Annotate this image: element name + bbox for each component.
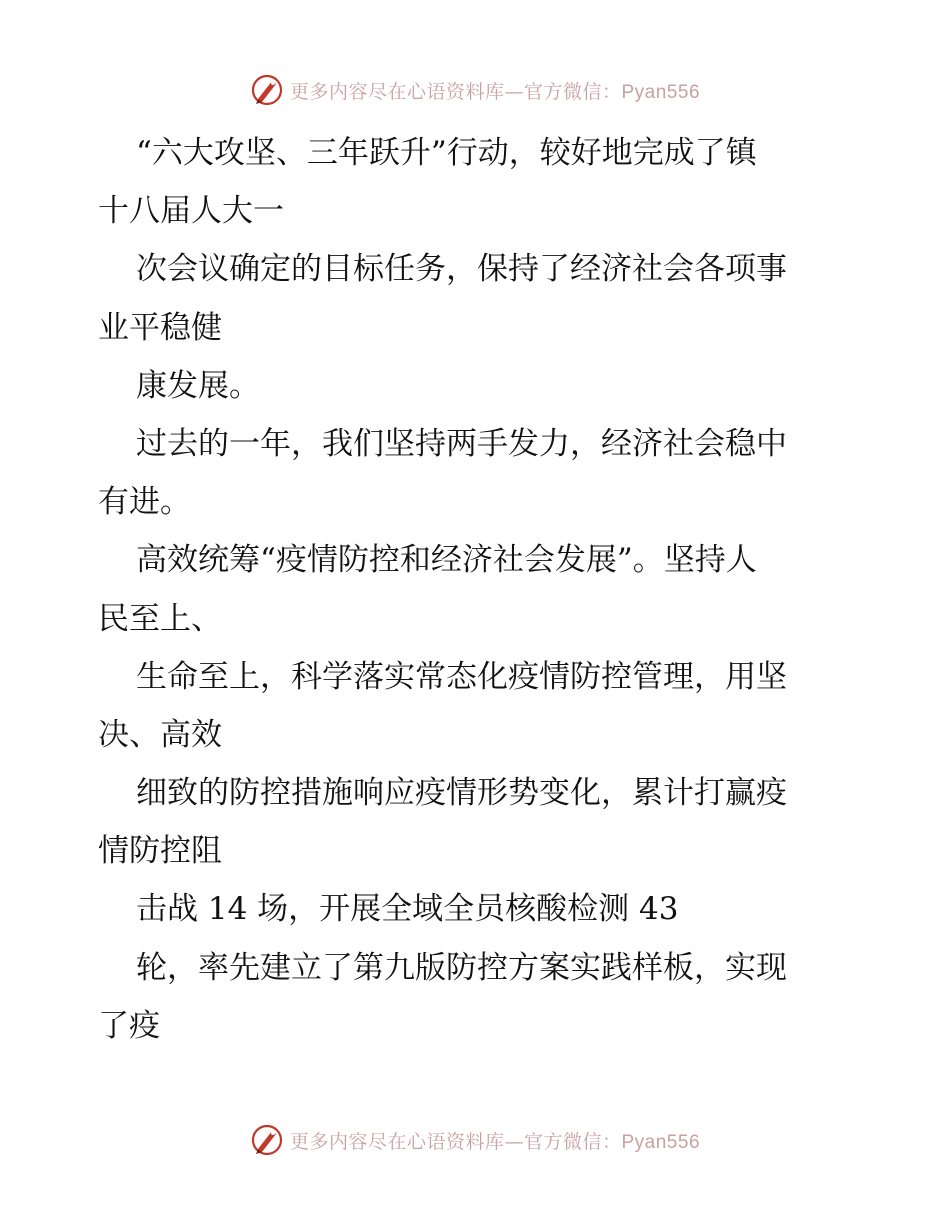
text-line: 高效统筹“疫情防控和经济社会发展”。坚持人 xyxy=(136,542,757,579)
text-line: 十八届人大一 xyxy=(98,193,284,230)
footer-banner xyxy=(0,1120,950,1160)
header-banner xyxy=(0,70,950,110)
text-line: 击战 14 场，开展全域全员核酸检测 43 xyxy=(136,891,679,928)
body-text xyxy=(98,124,858,1055)
text-line: 有进。 xyxy=(98,484,191,521)
footer-banner-text: 更多内容尽在心语资料库—官方微信：Pyan556 xyxy=(289,1130,701,1153)
pen-logo-icon xyxy=(250,1123,284,1157)
text-line: 生命至上，科学落实常态化疫情防控管理，用坚 xyxy=(136,658,787,695)
text-line: 康发展。 xyxy=(136,367,260,404)
text-line: 细致的防控措施响应疫情形势变化，累计打赢疫 xyxy=(136,775,787,812)
text-line: 轮，率先建立了第九版防控方案实践样板，实现 xyxy=(136,949,787,986)
pen-logo-icon xyxy=(250,73,284,107)
text-line: 决、高效 xyxy=(98,716,222,753)
header-banner-text: 更多内容尽在心语资料库—官方微信：Pyan556 xyxy=(289,80,701,103)
text-line: 次会议确定的目标任务，保持了经济社会各项事 xyxy=(136,251,787,288)
text-line: 了疫 xyxy=(98,1007,160,1044)
text-line: 民至上、 xyxy=(98,600,222,637)
text-line: “六大攻坚、三年跃升”行动，较好地完成了镇 xyxy=(136,135,757,171)
text-line: 情防控阻 xyxy=(98,833,222,870)
text-line: 业平稳健 xyxy=(98,309,222,346)
text-line: 过去的一年，我们坚持两手发力，经济社会稳中 xyxy=(136,425,787,462)
